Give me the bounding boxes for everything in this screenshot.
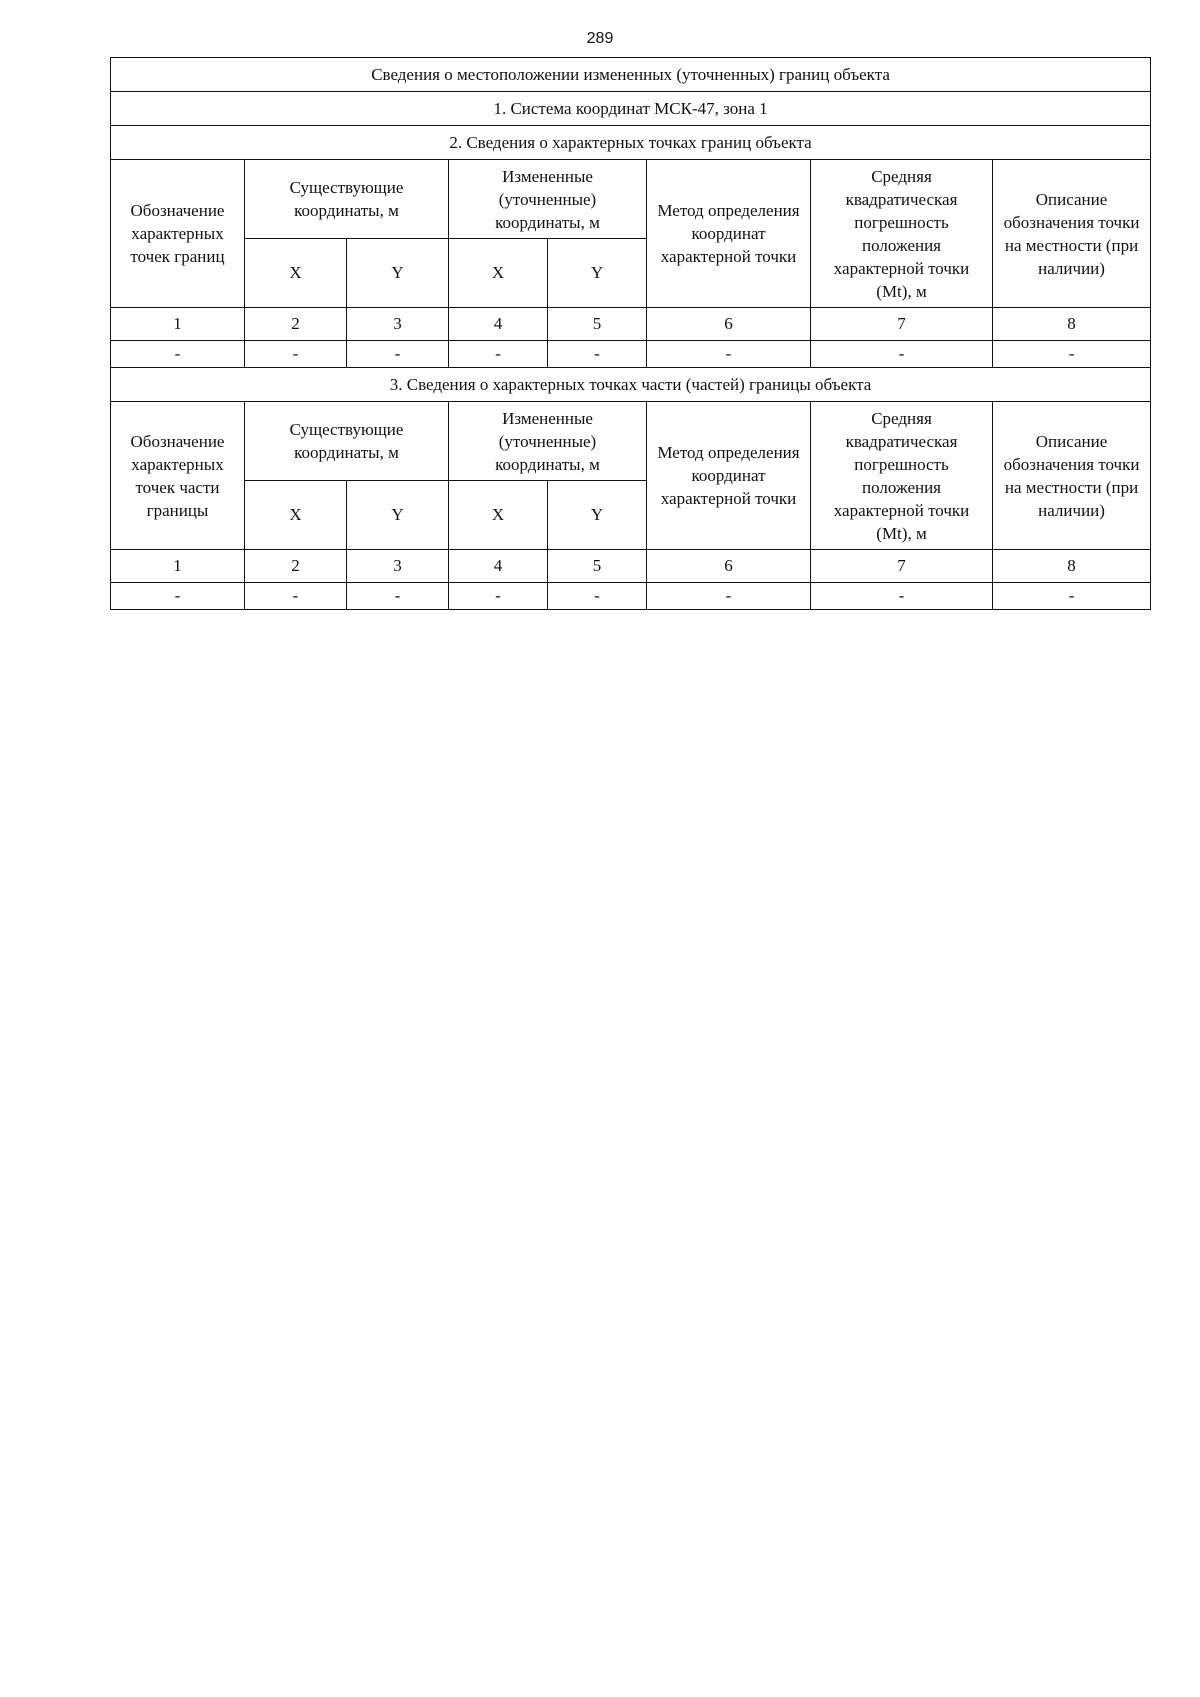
header-changed-coordinates: Измененные (уточненные) координаты, м [449, 402, 647, 481]
header-changed-y: Y [548, 481, 647, 550]
header-designation: Обозначение характерных точек части границы [111, 402, 245, 550]
column-number: 1 [111, 550, 245, 583]
column-number: 8 [993, 550, 1151, 583]
column-number: 7 [811, 308, 993, 341]
column-number-row [111, 550, 1151, 583]
header-changed-x: X [449, 481, 548, 550]
section-2-title: 2. Сведения о характерных точках границ объекта [111, 126, 1151, 160]
header-changed-y: Y [548, 239, 647, 308]
column-number: 4 [449, 550, 548, 583]
table-cell: - [647, 341, 811, 368]
header-existing-x: X [245, 481, 347, 550]
header-changed-x: X [449, 239, 548, 308]
column-number: 2 [245, 550, 347, 583]
table-row [111, 583, 1151, 610]
table-cell: - [548, 583, 647, 610]
header-method: Метод определения координат характерной точки [647, 160, 811, 308]
table-row [111, 341, 1151, 368]
table-title: Сведения о местоположении измененных (уточненных) границ объекта [111, 58, 1151, 92]
header-description: Описание обозначения точки на местности (при наличии) [993, 160, 1151, 308]
column-number: 5 [548, 308, 647, 341]
table-cell: - [449, 583, 548, 610]
table-cell: - [647, 583, 811, 610]
section-3-title: 3. Сведения о характерных точках части (частей) границы объекта [111, 368, 1151, 402]
column-number: 6 [647, 308, 811, 341]
column-number: 3 [347, 550, 449, 583]
table-cell: - [111, 583, 245, 610]
column-number-row [111, 308, 1151, 341]
header-existing-x: X [245, 239, 347, 308]
column-number: 3 [347, 308, 449, 341]
header-changed-coordinates: Измененные (уточненные) координаты, м [449, 160, 647, 239]
header-method: Метод определения координат характерной точки [647, 402, 811, 550]
column-number: 8 [993, 308, 1151, 341]
table-cell: - [347, 583, 449, 610]
column-number: 2 [245, 308, 347, 341]
column-number: 7 [811, 550, 993, 583]
column-number: 5 [548, 550, 647, 583]
column-number: 1 [111, 308, 245, 341]
coordinate-system: 1. Система координат МСК-47, зона 1 [111, 92, 1151, 126]
table-cell: - [548, 341, 647, 368]
header-existing-coordinates: Существующие координаты, м [245, 160, 449, 239]
page-number: 289 [586, 30, 614, 47]
header-existing-y: Y [347, 239, 449, 308]
header-description: Описание обозначения точки на местности (при наличии) [993, 402, 1151, 550]
table-cell: - [811, 341, 993, 368]
table-cell: - [993, 341, 1151, 368]
header-existing-y: Y [347, 481, 449, 550]
table-cell: - [993, 583, 1151, 610]
column-number: 6 [647, 550, 811, 583]
column-number: 4 [449, 308, 548, 341]
header-designation: Обозначение характерных точек границ [111, 160, 245, 308]
table-cell: - [245, 341, 347, 368]
table-cell: - [347, 341, 449, 368]
header-existing-coordinates: Существующие координаты, м [245, 402, 449, 481]
table-cell: - [111, 341, 245, 368]
table-cell: - [811, 583, 993, 610]
table-cell: - [245, 583, 347, 610]
header-error: Средняя квадратическая погрешность положения характерной точки (Mt), м [811, 160, 993, 308]
header-error: Средняя квадратическая погрешность положения характерной точки (Mt), м [811, 402, 993, 550]
boundary-table [110, 57, 1151, 610]
table-cell: - [449, 341, 548, 368]
